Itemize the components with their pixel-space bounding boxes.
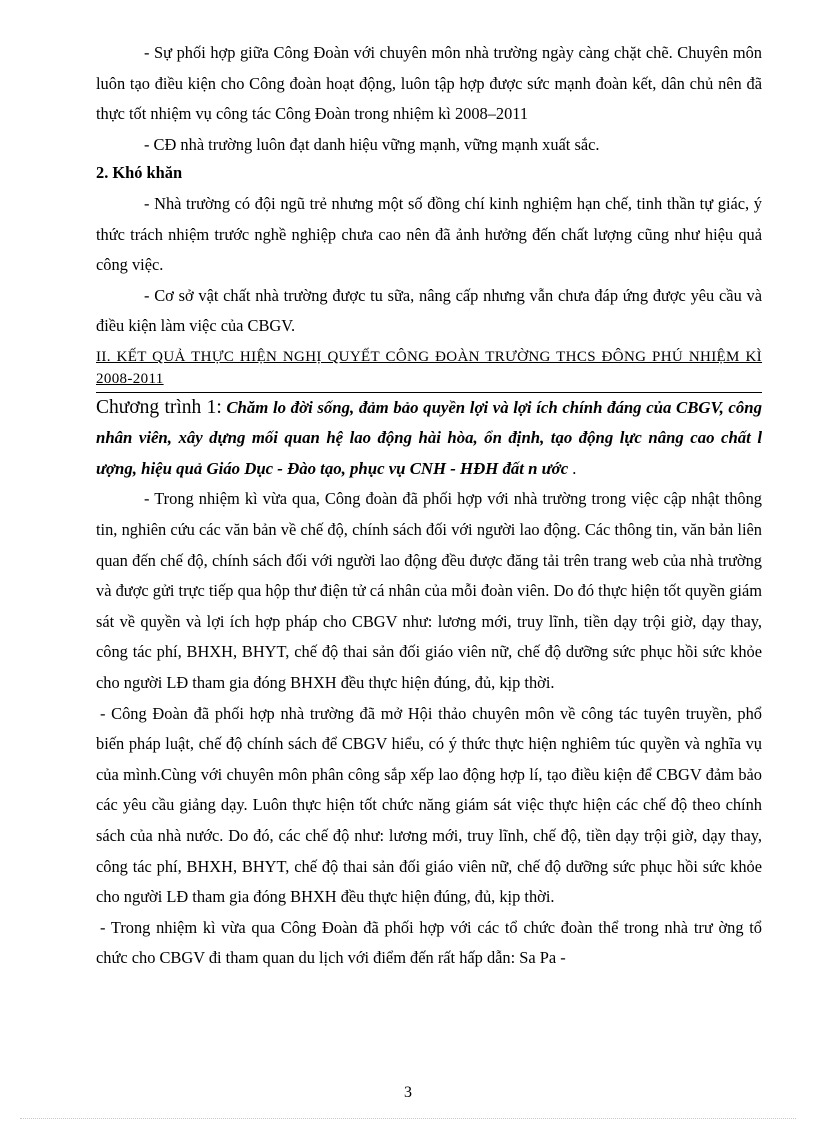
paragraph-tourism: - Trong nhiệm kì vừa qua Công Đoàn đã phối hợp với các tổ chức đoàn thể trong nhà trư ờng tổ chức cho CBGV đi tham quan du lịch với điểm đến rất hấp dẫn: Sa Pa - xyxy=(96,917,762,968)
page-number: 3 xyxy=(404,1084,412,1101)
page-bottom-rule xyxy=(20,1118,796,1119)
program-label: Chương trình 1: xyxy=(96,396,222,418)
paragraph-award: - CĐ nhà trường luôn đạt danh hiệu vững mạnh, vững mạnh xuất sắc. xyxy=(144,134,600,154)
paragraph-workshop: - Công Đoàn đã phối hợp nhà trường đã mở Hội thảo chuyên môn về công tác tuyên truyền, phổ biến pháp luật, chế độ chính sách để CBGV hiểu, có ý thức thực hiện nghiêm túc quyền và nghĩa vụ của mình.Cùng với chuyên môn phân công sắp xếp lao động hợp lí, tạo điều kiện để CBGV đảm bảo các yêu cầu giảng dạy. Luôn thực hiện tốt chức năng giám sát việc thực hiện các chế độ theo chính sách của nhà nước. Do đó, các chế độ như: lương mới, truy lĩnh, chế độ, tiền dạy trội giờ, dạy thay, công tác phí, BHXH, BHYT, chế độ thai sản đối giáo viên nữ, chế độ dưỡng sức phục hồi sức khỏe cho người LĐ tham gia đóng BHXH đều thực hiện đúng, đủ, kịp thời. xyxy=(96,703,762,907)
program-title: Chăm lo đời sống, đảm bảo quyền lợi và lợi ích chính đáng của CBGV, công nhân viên, xây dựng mối quan hệ lao động hài hòa, ổn định, tạo động lực nâng cao chất l ượng, hiệu quả Giáo Dục - Đào tạo, phục vụ CNH - HĐH đất n ước xyxy=(96,397,762,478)
program-end: . xyxy=(568,458,577,478)
section-title-wrapper xyxy=(96,346,762,393)
page-content xyxy=(96,38,762,974)
heading-difficulties: 2. Khó khăn xyxy=(96,163,183,183)
paragraph-cooperation: - Sự phối hợp giữa Công Đoàn với chuyên môn nhà trường ngày càng chặt chẽ. Chuyên môn luôn tạo điều kiện cho Công đoàn hoạt động, luôn tập hợp được sức mạnh đoàn kết, dân chủ nên đã thực tốt nhiệm vụ công tác Công Đoàn trong nhiệm kì 2008–2011 xyxy=(96,43,762,124)
paragraph-staff: - Nhà trường có đội ngũ trẻ nhưng một số đồng chí kinh nghiệm hạn chế, tinh thần tự giác, ý thức trách nhiệm trước nghề nghiệp chưa cao nên đã ảnh hưởng đến chất lượng cũng như hiệu quả công việc. xyxy=(96,193,762,275)
program-1 xyxy=(96,393,762,485)
paragraph-facilities: - Cơ sở vật chất nhà trường được tu sữa, nâng cấp nhưng vẫn chưa đáp ứng được yêu cầu và điều kiện làm việc của CBGV. xyxy=(96,285,762,336)
paragraph-information: - Trong nhiệm kì vừa qua, Công đoàn đã phối hợp với nhà trường trong việc cập nhật thông tin, nghiên cứu các văn bản về chế độ, chính sách đối với người lao động. Các thông tin, văn bản liên quan đến chế độ, chính sách đối với người lao động đều được đăng tải trên trang web của nhà trường và được gửi trực tiếp qua hộp thư điện tử cá nhân của mỗi đoàn viên. Do đó thực hiện tốt quyền giám sát về quyền và lợi ích hợp pháp cho CBGV như: lương mới, truy lĩnh, tiền dạy trội giờ, dạy thay, công tác phí, BHXH, BHYT, chế độ thai sản đối giáo viên nữ, chế độ dưỡng sức phục hồi sức khỏe cho người LĐ tham gia đóng BHXH đều thực hiện đúng, đủ, kịp thời. xyxy=(96,489,762,692)
section-title: II. KẾT QUẢ THỰC HIỆN NGHỊ QUYẾT CÔNG ĐOÀN TRƯỜNG THCS ĐÔNG PHÚ NHIỆM KÌ 2008-2011 xyxy=(96,348,762,387)
